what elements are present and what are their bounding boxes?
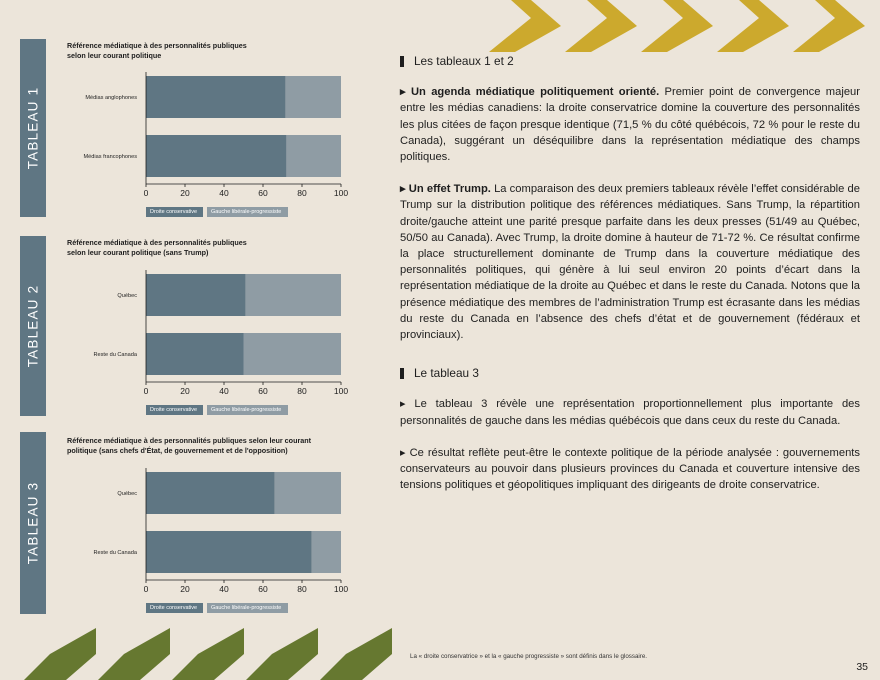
category-label: Reste du Canada (93, 550, 137, 556)
section-heading-1: Les tableaux 1 et 2 (400, 53, 860, 69)
bar-gauche-0 (285, 76, 341, 118)
tableau-3-legend (146, 603, 288, 613)
legend-droite: Droite conservative (146, 603, 203, 613)
legend-droite: Droite conservative (146, 405, 203, 415)
analysis-text (400, 53, 860, 509)
category-label: Reste du Canada (93, 352, 137, 358)
x-tick-label: 20 (180, 386, 190, 396)
chevron-shape (485, 0, 561, 52)
x-tick-label: 100 (333, 188, 349, 198)
bar-gauche-0 (275, 472, 341, 514)
tableau-2-label: TABLEAU 2 (20, 236, 46, 416)
bar-droite-0 (146, 76, 285, 118)
chevron-shape (242, 628, 318, 680)
x-tick-label: 80 (297, 584, 307, 594)
category-label: Médias francophones (83, 154, 137, 160)
paragraph-agenda: ▸ Un agenda médiatique politiquement orienté. Premier point de convergence majeur entre les médias canadiens: la droite conservatrice domine la couverture des personnalités les plus citées de façon presque identique (71,5 % du côté québécois, 72 % pour le reste du Canada), suggérant un déséquilibre dans la représentation médiatique des champs politiques. (400, 86, 860, 164)
x-tick-label: 0 (143, 386, 149, 396)
x-tick-label: 60 (258, 386, 268, 396)
category-label: Québec (117, 293, 137, 299)
x-tick-label: 80 (297, 386, 307, 396)
x-tick-label: 20 (180, 584, 190, 594)
x-tick-label: 0 (143, 584, 149, 594)
bar-gauche-1 (312, 531, 341, 573)
bottom-chevron-strip (20, 628, 400, 680)
tableau-3-chart (60, 466, 360, 596)
paragraph-trump: ▸ Un effet Trump. La comparaison des deux premiers tableaux révèle l’effet considérable de Trump sur la distribution politique des références médiatiques. Sans Trump, la répartition droite/gauche atteint une parité presque parfaite dans les deux presses (51/49 au Québec, 50/50 au Canada). Avec Trump, la droite domine à hauteur de 71-72 %. Ce résultat confirme la place structurellement dominante de Trump dans la couverture médiatique des personnalités politiques, qui génère à lui seul environ 20 points d’écart dans la représentation médiatique de la droite au Québec et dans le reste du Canada. Notons que la présence médiatique des membres de l’administration Trump est écrasante dans les médias du reste du Canada en l’absence des chefs d’état et de gouvernement (fédéraux et provinciaux). (400, 183, 860, 342)
tableau-1-label: TABLEAU 1 (20, 39, 46, 217)
tableau-1-title: Référence médiatique à des personnalités publiques selon leur courant politique (67, 41, 247, 60)
top-chevron-strip (485, 0, 880, 52)
category-label: Québec (117, 491, 137, 497)
bar-droite-1 (146, 531, 312, 573)
x-tick-label: 100 (333, 386, 349, 396)
bullet-square-icon (400, 56, 404, 67)
tableau-3-title: Référence médiatique à des personnalités publiques selon leur courant politique (sans chefs d'État, de gouvernement et de l'opposition) (67, 436, 312, 455)
chevron-shape (713, 0, 789, 52)
x-tick-label: 60 (258, 584, 268, 594)
tableau-2-title: Référence médiatique à des personnalités publiques selon leur courant politique (sans Trump) (67, 238, 247, 257)
x-tick-label: 80 (297, 188, 307, 198)
chevron-shape (94, 628, 170, 680)
paragraph-tableau-3: ▸ Le tableau 3 révèle une représentation proportionnellement plus importante des personnalités de gauche dans les médias québécois que dans ceux du reste du Canada. (400, 398, 860, 427)
x-tick-label: 40 (219, 386, 229, 396)
legend-gauche: Gauche libérale-progressiste (207, 405, 288, 415)
tableau-1-legend (146, 207, 288, 217)
chevron-shape (168, 628, 244, 680)
tableau-2-chart (60, 268, 360, 398)
bar-gauche-1 (244, 333, 342, 375)
bar-gauche-1 (286, 135, 341, 177)
x-tick-label: 20 (180, 188, 190, 198)
chevron-shape (561, 0, 637, 52)
section-heading-2: Le tableau 3 (400, 365, 860, 381)
bar-gauche-0 (245, 274, 341, 316)
bar-droite-0 (146, 274, 245, 316)
bar-droite-1 (146, 135, 286, 177)
page-number: 35 (856, 661, 868, 673)
chevron-shape (20, 628, 96, 680)
x-tick-label: 100 (333, 584, 349, 594)
category-label: Médias anglophones (85, 95, 137, 101)
x-tick-label: 0 (143, 188, 149, 198)
footnote: La « droite conservatrice » et la « gauche progressiste » sont définis dans le glossaire. (410, 653, 647, 660)
tableau-3-label: TABLEAU 3 (20, 432, 46, 614)
bar-droite-1 (146, 333, 244, 375)
legend-gauche: Gauche libérale-progressiste (207, 207, 288, 217)
x-tick-label: 60 (258, 188, 268, 198)
legend-droite: Droite conservative (146, 207, 203, 217)
tableau-2-legend (146, 405, 288, 415)
chevron-shape (637, 0, 713, 52)
paragraph-contexte: ▸ Ce résultat reflète peut-être le contexte politique de la période analysée : gouvernements conservateurs au pouvoir dans plusieurs provinces du Canada et couverture intensive des tensions politiques et géopolitiques impliquant des dirigeants de droite conservatrice. (400, 446, 860, 492)
legend-gauche: Gauche libérale-progressiste (207, 603, 288, 613)
x-tick-label: 40 (219, 584, 229, 594)
chevron-shape (789, 0, 865, 52)
tableau-1-chart (60, 70, 360, 200)
x-tick-label: 40 (219, 188, 229, 198)
bullet-square-icon (400, 368, 404, 379)
chevron-shape (316, 628, 392, 680)
bar-droite-0 (146, 472, 275, 514)
